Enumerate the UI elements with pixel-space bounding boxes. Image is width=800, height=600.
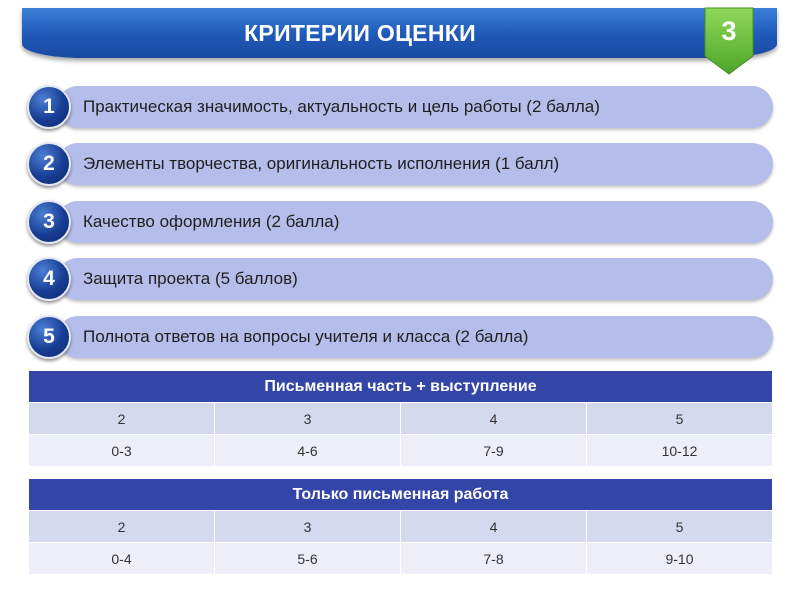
criterion-number: 1 [27, 85, 71, 129]
criterion-item-2 [27, 140, 773, 188]
criterion-text: Качество оформления (2 балла) [83, 212, 340, 231]
table-cell: 3 [215, 511, 401, 543]
criterion-number: 3 [27, 200, 71, 244]
criterion-number: 2 [27, 142, 71, 186]
table-row [29, 403, 773, 435]
table-cell: 2 [29, 403, 215, 435]
criterion-item-1 [27, 83, 773, 131]
criterion-item-4 [27, 255, 773, 303]
table-cell: 7-9 [401, 435, 587, 467]
table-row [29, 511, 773, 543]
table-cell: 4 [401, 511, 587, 543]
page-number-badge [703, 6, 755, 76]
table-cell: 0-4 [29, 543, 215, 575]
table-cell: 4 [401, 403, 587, 435]
table-cell: 4-6 [215, 435, 401, 467]
criterion-item-5 [27, 313, 773, 361]
table-title: Только письменная работа [29, 479, 773, 511]
table-row [29, 543, 773, 575]
page-title: КРИТЕРИИ ОЦЕНКИ [244, 20, 476, 46]
page-number: 3 [721, 16, 737, 46]
score-table-written-only [28, 478, 773, 575]
criterion-number: 5 [27, 315, 71, 359]
table-cell: 5 [587, 403, 773, 435]
table-title: Письменная часть + выступление [29, 371, 773, 403]
table-cell: 10-12 [587, 435, 773, 467]
score-table-written-and-presentation [28, 370, 773, 467]
table-cell: 0-3 [29, 435, 215, 467]
table-cell: 9-10 [587, 543, 773, 575]
table-cell: 2 [29, 511, 215, 543]
criterion-text: Защита проекта (5 баллов) [83, 269, 298, 288]
criterion-item-3 [27, 198, 773, 246]
table-cell: 5 [587, 511, 773, 543]
criterion-text: Полнота ответов на вопросы учителя и класса (2 балла) [83, 327, 529, 346]
criterion-text: Элементы творчества, оригинальность исполнения (1 балл) [83, 154, 560, 173]
table-cell: 5-6 [215, 543, 401, 575]
table-cell: 3 [215, 403, 401, 435]
table-row [29, 435, 773, 467]
table-cell: 7-8 [401, 543, 587, 575]
criterion-text: Практическая значимость, актуальность и цель работы (2 балла) [83, 97, 600, 116]
criterion-number: 4 [27, 257, 71, 301]
